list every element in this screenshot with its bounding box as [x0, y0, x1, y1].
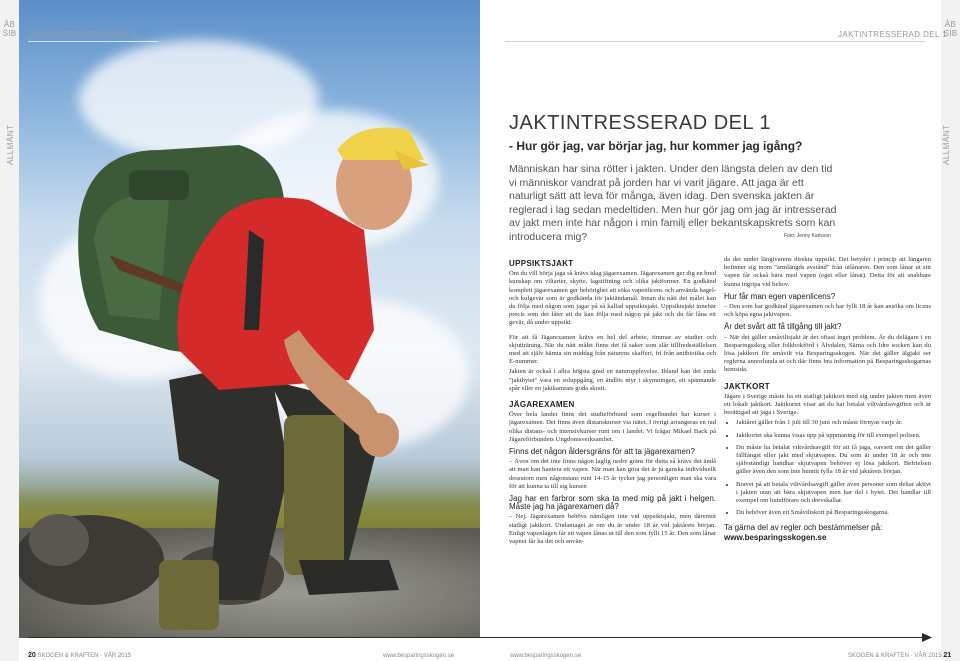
left-head-rule	[28, 41, 158, 42]
paragraph: För att få Jägarexamen krävs en hel del arbete, timmar av studier och skjutträning. När du nått målet finns det få saker som slår tillfredsställelsen med att själv hämta sin middag från naturens skafferi, fri från antibiotika och E-nummer.	[509, 333, 716, 366]
paragraph: Jägare i Sverige måste ha ett statligt jaktkort med sig under jakten men även ett lokalt jaktkort. Jaktkortet visar att du har betalat viltvårdsavgiften och är berättigad att jaga i Sverige.	[724, 392, 931, 417]
list-item: • Du behöver även ett Småviltskort på Besparingsskogarna.	[736, 509, 931, 517]
tips-block	[724, 523, 931, 543]
list-item: • Du måste ha betalat viltvårdsavgift för att få jaga, oavsett om det gäller fällfångst eller jakt med skjutvapen. Du som är under 18 år och inte självständigt handhar skjutvapen behöver ej lösa jaktkort. Befrielsen gäller även den som inte hunnit fylla 18 år vid jaktårets början.	[736, 444, 931, 477]
paragraph: Över hela landet finns det studieförbund som regelbundet har kurser i jägarexamen. Det finns även distanskurser via nätet. I övrigt arrangeras en rad olika distans- och intensivkurser runt om i landet. Vi frågar Mikael Back på Jägareförbundets Ungdomsverksamhet.	[509, 411, 716, 443]
hunter-figure	[19, 0, 480, 638]
heading-uppsiktsjakt: UPPSIKTSJAKT	[509, 259, 574, 268]
question: Hur får man egen vapenlicens?	[724, 291, 836, 301]
answer: – När det gäller småviltsjakt är det oftast inget problem. Är du delägare i en Besparingsskog eller folkbokförd i Älvdalen, Särna och Idre socken kan du lösa jaktkort för småvilt via Besparingsskogen. När det gäller älgjakt ser reglerna annorlunda ut och där finns bra information på Besparingsskogarnas hemsida.	[724, 333, 931, 374]
paragraph: da det under längivarens direkta uppsikt. Det betyder i princip att längaren befinner sig inom "armlängds avstånd" från utlånaren. Den som lånar ut sitt vapen får också bära med vapen (eget eller lånat). Detta för att snabbare kunna ingripa vid behov.	[724, 256, 931, 288]
paragraph: Om du vill börja jaga så krävs idag jägarexamen. Jägarexamen ger dig en bred kunskap om viltarter, skytte, lagstiftning och olika jaktformer. En godkänd komplett jägarexamen ger behörighet att söka vapenlicens och använda hagel- och kulgevär som är godkända för jaktändamål. Innan du nått det målet kan du följa med någon som jagar på så kallad uppsiktsjakt. Uppsiktsjakt innebär precis som det låter att du kan följa med någon på jakt och du får låna ett gevär, då under uppsikt.	[509, 270, 716, 327]
paragraph: Jakten är också i allra högsta grad en naturupplevelse. Ibland kan det enda "jaktbytet" vara en soluppgång, en ändlös myr i skymningen, ett spännande spår eller en jaktkamrats goda skratt.	[509, 368, 716, 392]
tips-url-link[interactable]: www.besparingsskogen.se	[724, 533, 827, 543]
right-head-rule	[505, 41, 925, 42]
left-page-number: 20	[28, 652, 36, 659]
body-column-1	[509, 256, 716, 548]
list-item: • Jaktåret gäller från 1 juli till 30 juni och måste förnyas varje år.	[736, 419, 931, 427]
answer: – Den som har godkänd jägarexamen och har fyllt 18 år kan ansöka om licens och köpa egna jaktvapen.	[724, 303, 931, 319]
footer-rule	[28, 637, 930, 638]
right-publication: SKOGEN & KRAFTEN · VÅR 2015	[848, 653, 942, 659]
right-page-number: 21	[943, 652, 952, 659]
left-section-tag: ÅB SIB	[2, 20, 17, 38]
right-margin-strip	[941, 0, 960, 661]
heading-jagarexamen: JÄGAREXAMEN	[509, 400, 575, 410]
left-margin-strip	[0, 0, 19, 661]
right-vertical-label: ALLMÄNT	[942, 124, 951, 165]
photo-credit: Foto: Jenny Karlsson	[784, 233, 831, 239]
left-running-head: JAKTINTRESSERAD DEL 1	[28, 30, 138, 39]
footer-left	[28, 652, 131, 659]
article-lead: Människan har sina rötter i jakten. Under den längsta delen av den tid vi människor vandrat på jorden har vi varit jägare. Att jaga är ett naturligt sätt att leva för många, även idag. Den svenska jakten är reglerad i lag sedan medeltiden. Men hur gör jag om jag är intresserad av jakt men inte har någon i min familj eller bekantskapskrets som kan introducera mig?	[509, 163, 837, 243]
question: Jag har en farbror som ska ta med mig på jakt i helgen. Måste jag ha jägarexamen då?	[509, 494, 716, 512]
footer-right	[848, 652, 951, 659]
heading-jaktkort: JAKTKORT	[724, 381, 770, 391]
left-publication: SKOGEN & KRAFTEN · VÅR 2015	[37, 653, 132, 659]
jaktkort-list	[724, 419, 931, 517]
footer-left-url[interactable]: www.besparingsskogen.se	[383, 653, 455, 659]
answer: – Även om det inte finns någon laglig nedre gräns för detta så krävs det ändå att man kan hantera ett vapen. När man kan göra det är ju ganska individuellt dessutom men någonstans runt 14-15 år tycker jag personligen man ska vara för att kunna ta till sig kursen	[509, 458, 716, 490]
arrow-right-icon	[922, 633, 932, 642]
question: Finns det någon åldersgräns för att ta jägarexamen?	[509, 447, 695, 457]
footer-right-url[interactable]: www.besparingsskogen.se	[510, 653, 582, 659]
list-item: • Bravet på att betala viltvårdsavgift gäller även personer som deltar aktivt i jakten utan att bära skjutvapen men har del i bytet. Det handlar till exempel om hundförare och drevskallar.	[736, 481, 931, 506]
right-section-tag: ÅB SIB	[943, 20, 958, 38]
article-subtitle: - Hur gör jag, var börjar jag, hur kommer jag igång?	[509, 139, 803, 153]
tips-label: Ta gärna del av regler och bestämmelser på:	[724, 523, 883, 533]
left-vertical-label: ALLMÄNT	[6, 124, 15, 165]
body-column-2	[724, 256, 931, 543]
article-title: JAKTINTRESSERAD DEL 1	[509, 112, 772, 134]
question: Är det svårt att få tillgång till jakt?	[724, 322, 842, 332]
right-running-head: JAKTINTRESSERAD DEL 1	[838, 30, 948, 39]
list-item: • Jaktkortet ska kunna visas upp på uppmaning för till exempel polisen.	[736, 432, 931, 440]
answer: – Nej. Jägarexamen behövs nämligen inte vid uppsiktsjakt, men däremot statligt jaktkort. Undantaget är om du är under 18 år vid jaktårets början. Enligt vapenlagen får ett vapen lånas ut till den som fyllt 15 år. Den som lånar vapnet får ha det och använ-	[509, 513, 716, 546]
hunter-photo	[19, 0, 480, 638]
